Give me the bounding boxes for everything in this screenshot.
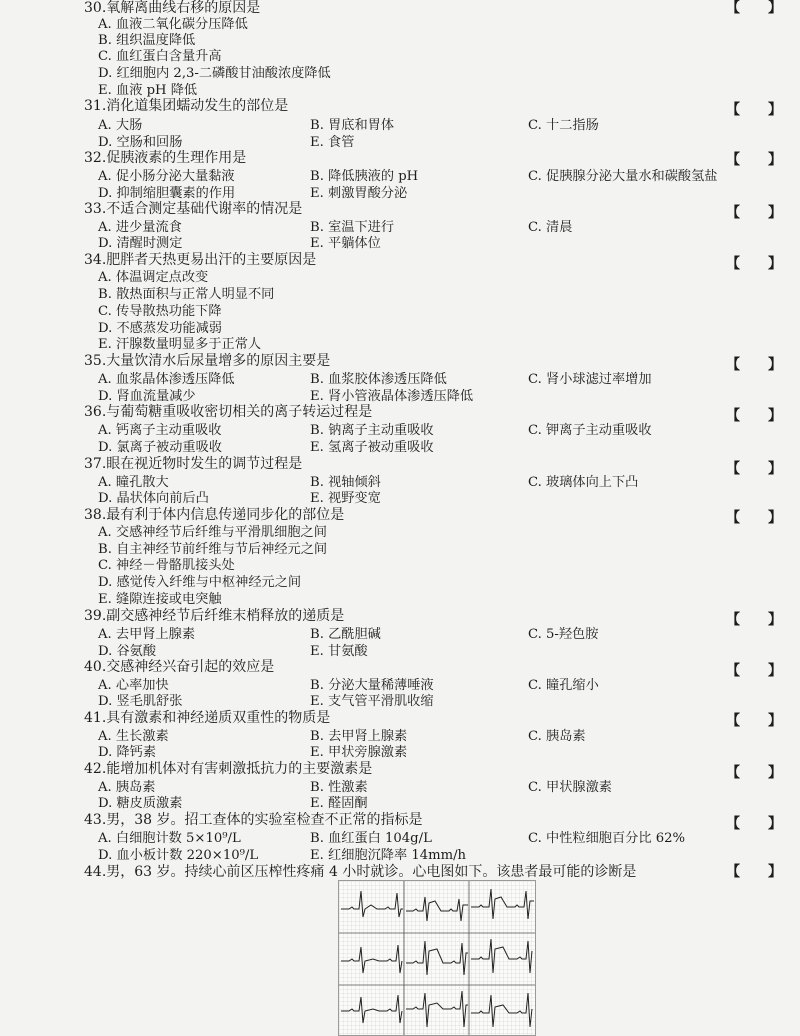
answer-bracket-right: 】 [768, 713, 782, 729]
question-32-option-d: D. 抑制缩胆囊素的作用 [98, 186, 236, 201]
question-37-option-d: D. 晶状体向前后凸 [98, 491, 209, 506]
question-37-option-e: E. 视野变宽 [310, 491, 381, 506]
answer-bracket-right: 】 [768, 357, 782, 373]
question-38-option-d: D. 感觉传入纤维与中枢神经元之间 [98, 575, 302, 590]
answer-bracket-right: 】 [768, 612, 782, 628]
question-31-option-a: A. 大肠 [98, 118, 143, 133]
question-38-option-e: E. 缝隙连接或电突触 [98, 592, 222, 607]
question-37-option-c: C. 玻璃体向上下凸 [528, 475, 639, 490]
answer-bracket-left: 【 [726, 663, 740, 679]
question-42-option-e: E. 醛固酮 [310, 796, 368, 811]
question-33-option-d: D. 清醒时测定 [98, 236, 183, 251]
question-30-option-c: C. 血红蛋白含量升高 [98, 49, 222, 64]
question-36-option-c: C. 钾离子主动重吸收 [528, 423, 652, 438]
question-34-option-e: E. 汗腺数量明显多于正常人 [98, 337, 262, 352]
question-36-option-d: D. 氯离子被动重吸收 [98, 440, 222, 455]
question-43-option-a: A. 白细胞计数 5×10⁹/L [98, 831, 241, 846]
question-34-option-a: A. 体温调定点改变 [98, 270, 209, 285]
answer-bracket-left: 【 [726, 152, 740, 168]
question-31-option-c: C. 十二指肠 [528, 118, 599, 133]
answer-bracket-left: 【 [726, 0, 740, 16]
question-35-option-c: C. 肾小球滤过率增加 [528, 372, 652, 387]
answer-bracket-left: 【 [726, 816, 740, 832]
ecg-image [338, 880, 536, 1036]
answer-bracket-right: 】 [768, 765, 782, 781]
question-40-stem: 40.交感神经兴奋引起的效应是 [84, 659, 275, 675]
question-42-option-c: C. 甲状腺激素 [528, 780, 612, 795]
question-43-stem: 43.男，38 岁。招工查体的实验室检查不正常的指标是 [84, 812, 423, 828]
question-33-option-b: B. 室温下进行 [310, 220, 395, 235]
question-32-option-b: B. 降低胰液的 pH [310, 169, 419, 184]
answer-bracket-right: 】 [768, 152, 782, 168]
question-39-option-c: C. 5-羟色胺 [528, 627, 599, 642]
question-34-option-d: D. 不感蒸发功能减弱 [98, 321, 222, 336]
question-33-option-c: C. 清晨 [528, 220, 573, 235]
question-30-option-b: B. 组织温度降低 [98, 33, 196, 48]
question-38-option-c: C. 神经－骨骼肌接头处 [98, 558, 235, 573]
question-40-option-e: E. 支气管平滑肌收缩 [310, 694, 434, 709]
question-30-stem: 30.氧解离曲线右移的原因是 [84, 0, 261, 16]
answer-bracket-left: 【 [726, 461, 740, 477]
question-40-option-d: D. 竖毛肌舒张 [98, 694, 183, 709]
question-39-option-b: B. 乙酰胆碱 [310, 627, 381, 642]
answer-bracket-right: 】 [768, 864, 782, 880]
question-33-option-a: A. 进少量流食 [98, 220, 182, 235]
question-37-stem: 37.眼在视近物时发生的调节过程是 [84, 456, 303, 472]
question-40-option-b: B. 分泌大量稀薄唾液 [310, 678, 434, 693]
question-33-option-e: E. 平躺体位 [310, 236, 381, 251]
answer-bracket-right: 】 [768, 461, 782, 477]
answer-bracket-left: 【 [726, 256, 740, 272]
question-30-option-d: D. 红细胞内 2,3-二磷酸甘油酸浓度降低 [98, 66, 331, 81]
answer-bracket-right: 】 [768, 0, 782, 16]
question-43-option-e: E. 红细胞沉降率 14mm/h [310, 848, 467, 863]
question-41-option-b: B. 去甲肾上腺素 [310, 729, 408, 744]
question-31-stem: 31.消化道集团蠕动发生的部位是 [84, 98, 289, 114]
question-31-option-d: D. 空肠和回肠 [98, 135, 183, 150]
question-41-option-c: C. 胰岛素 [528, 729, 586, 744]
answer-bracket-right: 】 [768, 816, 782, 832]
question-42-stem: 42.能增加机体对有害刺激抵抗力的主要激素是 [84, 761, 373, 777]
question-41-option-d: D. 降钙素 [98, 745, 157, 760]
question-38-stem: 38.最有利于体内信息传递同步化的部位是 [84, 507, 345, 523]
answer-bracket-left: 【 [726, 408, 740, 424]
answer-bracket-right: 】 [768, 205, 782, 221]
answer-bracket-left: 【 [726, 765, 740, 781]
question-32-option-e: E. 刺激胃酸分泌 [310, 186, 408, 201]
answer-bracket-right: 】 [768, 510, 782, 526]
question-34-option-b: B. 散热面积与正常人明显不同 [98, 287, 275, 302]
question-41-option-a: A. 生长激素 [98, 729, 169, 744]
question-30-option-a: A. 血液二氧化碳分压降低 [98, 17, 248, 32]
question-39-option-d: D. 谷氨酸 [98, 644, 157, 659]
question-40-option-a: A. 心率加快 [98, 678, 169, 693]
question-39-option-e: E. 甘氨酸 [310, 644, 368, 659]
question-39-option-a: A. 去甲肾上腺素 [98, 627, 196, 642]
question-43-option-d: D. 血小板计数 220×10⁹/L [98, 848, 259, 863]
question-42-option-b: B. 性激素 [310, 780, 368, 795]
question-32-stem: 32.促胰液素的生理作用是 [84, 150, 247, 166]
answer-bracket-right: 】 [768, 408, 782, 424]
question-33-stem: 33.不适合测定基础代谢率的情况是 [84, 201, 303, 217]
question-35-option-b: B. 血浆胶体渗透压降低 [310, 372, 447, 387]
question-42-option-d: D. 糖皮质激素 [98, 796, 183, 811]
question-30-option-e: E. 血液 pH 降低 [98, 83, 198, 98]
question-34-stem: 34.肥胖者天热更易出汗的主要原因是 [84, 252, 317, 268]
answer-bracket-left: 【 [726, 357, 740, 373]
question-35-option-a: A. 血浆晶体渗透压降低 [98, 372, 235, 387]
answer-bracket-left: 【 [726, 510, 740, 526]
question-44-stem: 44.男，63 岁。持续心前区压榨性疼痛 4 小时就诊。心电图如下。该患者最可能的诊断是 [84, 864, 637, 880]
answer-bracket-left: 【 [726, 612, 740, 628]
answer-bracket-right: 】 [768, 256, 782, 272]
answer-bracket-left: 【 [726, 864, 740, 880]
answer-bracket-right: 】 [768, 663, 782, 679]
question-43-option-c: C. 中性粒细胞百分比 62% [528, 831, 686, 846]
question-36-stem: 36.与葡萄糖重吸收密切相关的离子转运过程是 [84, 404, 373, 420]
question-35-option-e: E. 肾小管液晶体渗透压降低 [310, 389, 474, 404]
question-42-option-a: A. 胰岛素 [98, 780, 156, 795]
question-32-option-c: C. 促胰腺分泌大量水和碳酸氢盐 [528, 169, 718, 184]
answer-bracket-left: 【 [726, 205, 740, 221]
answer-bracket-left: 【 [726, 102, 740, 118]
question-43-option-b: B. 血红蛋白 104g/L [310, 831, 432, 846]
answer-bracket-right: 】 [768, 102, 782, 118]
question-32-option-a: A. 促小肠分泌大量黏液 [98, 169, 235, 184]
question-36-option-b: B. 钠离子主动重吸收 [310, 423, 434, 438]
answer-bracket-left: 【 [726, 713, 740, 729]
question-36-option-a: A. 钙离子主动重吸收 [98, 423, 222, 438]
question-41-option-e: E. 甲状旁腺激素 [310, 745, 408, 760]
question-37-option-b: B. 视轴倾斜 [310, 475, 381, 490]
question-31-option-b: B. 胃底和胃体 [310, 118, 395, 133]
question-38-option-b: B. 自主神经节前纤维与节后神经元之间 [98, 542, 328, 557]
question-34-option-c: C. 传导散热功能下降 [98, 304, 222, 319]
question-37-option-a: A. 瞳孔散大 [98, 475, 169, 490]
question-31-option-e: E. 食管 [310, 135, 355, 150]
question-36-option-e: E. 氢离子被动重吸收 [310, 440, 434, 455]
question-40-option-c: C. 瞳孔缩小 [528, 678, 599, 693]
question-35-option-d: D. 肾血流量减少 [98, 389, 196, 404]
question-41-stem: 41.具有激素和神经递质双重性的物质是 [84, 710, 331, 726]
question-39-stem: 39.副交感神经节后纤维末梢释放的递质是 [84, 608, 345, 624]
question-38-option-a: A. 交感神经节后纤维与平滑肌细胞之间 [98, 525, 327, 540]
question-35-stem: 35.大量饮清水后尿量增多的原因主要是 [84, 353, 331, 369]
